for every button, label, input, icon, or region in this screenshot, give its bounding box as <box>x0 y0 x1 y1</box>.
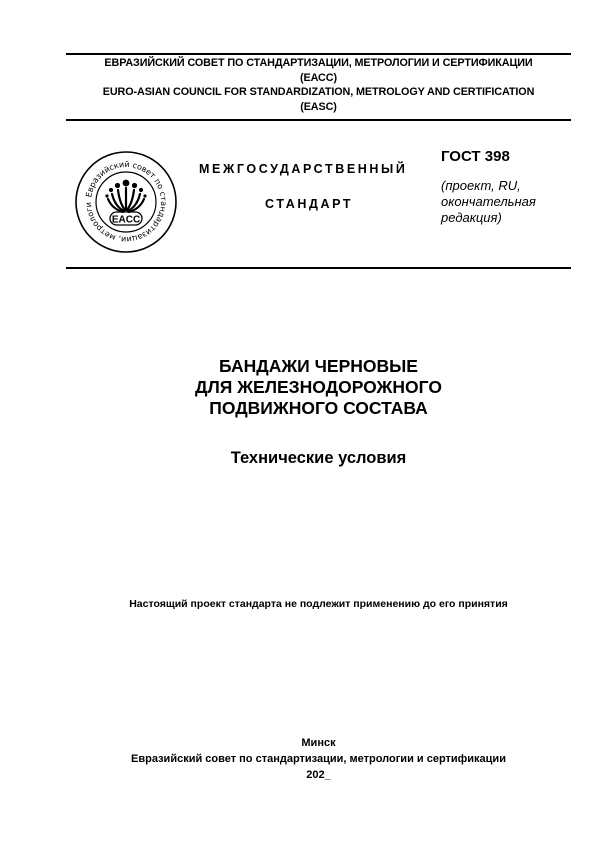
emblem-ring-text: Евразийский совет по стандартизации, метрологи <box>83 159 169 245</box>
draft-note-line: окончательная <box>441 194 536 209</box>
title-line: БАНДАЖИ ЧЕРНОВЫЕ <box>219 356 418 376</box>
draft-note-line: (проект, RU, <box>441 178 521 193</box>
draft-notice: Настоящий проект стандарта не подлежит применению до его принятия <box>129 598 508 610</box>
title-line: ПОДВИЖНОГО СОСТАВА <box>209 398 428 418</box>
designation-rule <box>66 267 571 269</box>
council-name-en: EURO-ASIAN COUNCIL FOR STANDARDIZATION, METROLOGY AND CERTIFICATION <box>102 86 535 98</box>
imprint <box>66 735 571 783</box>
imprint-year: 202_ <box>306 769 331 781</box>
document-title <box>66 356 571 419</box>
council-abbr-en: (EASC) <box>300 100 337 113</box>
document-subtitle: Технические условия <box>230 449 407 467</box>
standard-label: СТАНДАРТ <box>265 197 354 211</box>
imprint-publisher: Евразийский совет по стандартизации, метрологии и сертификации <box>131 753 506 765</box>
interstate-label: МЕЖГОСУДАРСТВЕННЫЙ <box>199 162 408 176</box>
draft-note-line: редакция) <box>441 210 502 225</box>
imprint-city: Минск <box>301 737 336 749</box>
title-line: ДЛЯ ЖЕЛЕЗНОДОРОЖНОГО <box>195 377 442 397</box>
draft-status-note <box>441 178 536 226</box>
emblem-center-text: EACC <box>111 214 141 226</box>
council-header <box>66 56 571 114</box>
gost-number: ГОСТ 398 <box>441 148 510 165</box>
header-rule <box>66 119 571 121</box>
council-name-ru: ЕВРАЗИЙСКИЙ СОВЕТ ПО СТАНДАРТИЗАЦИИ, МЕТРОЛОГИИ И СЕРТИФИКАЦИИ <box>104 57 533 69</box>
top-rule <box>66 53 571 55</box>
easc-emblem-icon <box>74 150 178 254</box>
council-abbr-ru: (ЕАСС) <box>300 71 337 84</box>
